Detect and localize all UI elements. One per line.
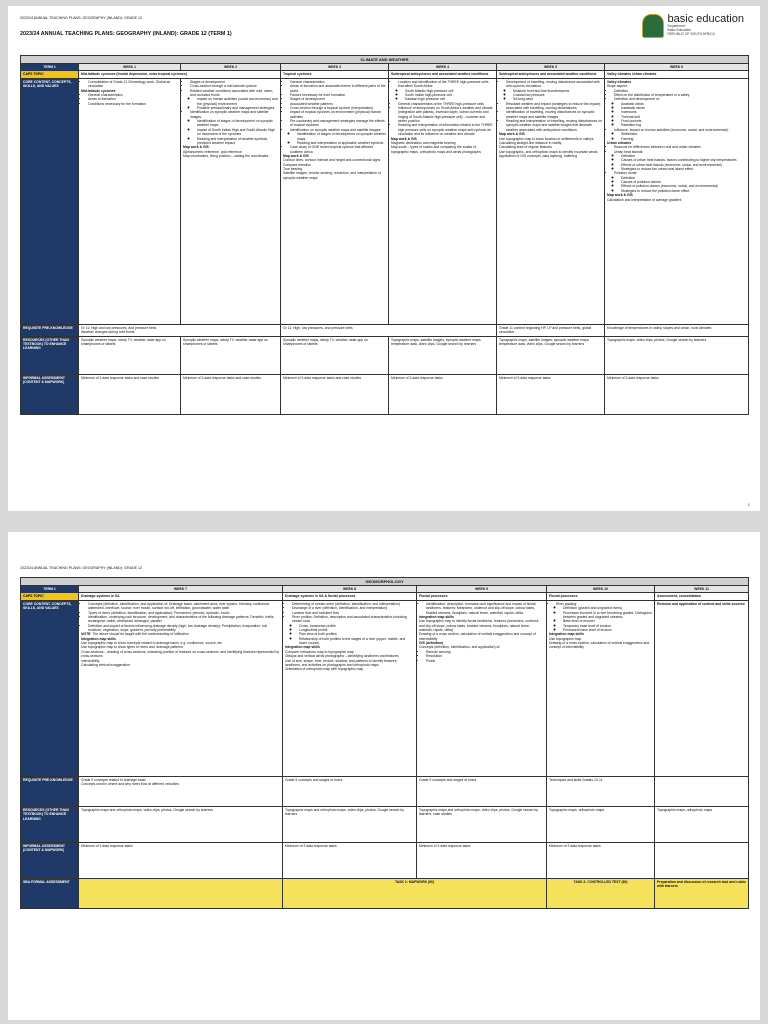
label-prereq-2: REQUISITE PRE-KNOWLEDGE <box>21 776 79 806</box>
label-caps-topic-2: CAPS TOPIC <box>21 593 79 600</box>
core-week-6: Valley climates Slope aspect: • Definition • Effect on the distribution of temperature in a valley • Definition and development of: ◦ Anabatic winds ◦ Katabatic winds ◦ Inversions ◦ Thermal belt ◦ Frost pockets ◦ Radiation fog • Influence, impact on human activities (economic, social, and environmental): ◦ Settlement ◦ Farming Urban climates • Reasons for differences between rural and urban climates • Urban heat islands: ◦ Definition ◦ Causes of urban heat islands, factors contributing to higher city temperatures ◦ Effects of urban heat islands (economic, social, and environmental) ◦ Strategies to reduce the urban heat island effect • Pollution dome: ◦ Definition ◦ Causes of pollution domes ◦ Effects of pollution domes (economic, social, and environmental) ◦ Strategies to reduce the pollution dome effect Map work & GIS Calculation and interpretation of average gradient <box>605 78 749 324</box>
logo-line2: Basic Education <box>667 27 692 32</box>
core-week-10: • River grading: ◦ Definition (graded and ungraded rivers) ◦ Processes involved in a river becoming graded. Distinguish between graded and ungraded streams. ◦ Base level of erosion ◦ Temporary base level of erosion ◦ Permanent base level of erosion Integration map skills Use topographic map Drawing of a cross section, calculation of vertical exaggeration and concept of intervisibility <box>547 600 655 776</box>
paragraph: Magnetic declination and magnetic bearing <box>391 140 456 145</box>
week-1-header: WEEK 1 <box>79 64 181 71</box>
term1-climate-table <box>20 55 749 415</box>
week-4-header: WEEK 4 <box>389 64 497 71</box>
list-item: ◦ South Atlantic high-pressure cell <box>405 89 494 93</box>
assess-w9: Minimum of 3 data response tasks <box>417 842 547 878</box>
topic-w3: Tropical cyclones <box>281 71 389 78</box>
list-item: • Conditions necessary for the formation <box>88 102 178 106</box>
list-item: ◦ Reading and interpretation of applicable weather symbols <box>297 141 386 145</box>
topic-w11: Assessment, consolidation <box>655 593 749 600</box>
list-item: ◦ Cross, transverse profile <box>299 624 414 628</box>
list-item: ◦ Coastal low pressure <box>513 93 602 97</box>
prereq-w11 <box>655 776 749 806</box>
label-resources: RESOURCES (OTHER THAN TEXTBOOK) TO ENHANCE LEARNING <box>21 336 79 374</box>
paragraph: Application of GIS concepts, data layering, buffering <box>499 153 577 158</box>
list-item: ◦ Identification of stages of development on synoptic weather maps <box>297 132 386 141</box>
coat-of-arms-icon <box>642 14 664 38</box>
topic-w9: Fluvial processes <box>417 593 547 600</box>
list-item: ◦ Strategies to reduce the pollution dome effect <box>621 189 746 193</box>
label-informal-assessment-2: INFORMAL ASSESSMENT (CONTENT & MAPWORK) <box>21 842 79 878</box>
list-item: ◦ Settlement <box>621 132 746 136</box>
list-item: ◦ Causes of pollution domes <box>621 180 746 184</box>
logo-name: basic education <box>667 13 744 25</box>
list-item: ◦ Reading and interpretation of weather symbols, predicted weather impact <box>197 137 278 146</box>
label-informal-assessment: INFORMAL ASSESSMENT (CONTENT & MAPWORK) <box>21 374 79 414</box>
topic-w7: Drainage systems in SA <box>79 593 283 600</box>
paragraph: Use topographic map to show location of settlements in valleys <box>499 136 594 141</box>
list-item: ◦ Inversions <box>621 110 746 114</box>
core-week-3: • General characteristics • Areas of formation and associated terms in different parts of the world • Factors necessary for their formation • Stages of development • Associated weather patterns • Cross-section through a tropical cyclone (interpretation) • Impact of tropical cyclones on environment (physical) human activities • Pre-cautionary and management strategies manage the effects of tropical cyclones • Identification on synoptic weather maps and satellite images: ◦ Identification of stages of development on synoptic weather maps ◦ Reading and interpretation of applicable weather symbols • Case study of ONE recent tropical cyclone that affected southern Africa Map work & GIS Contour lines, contour interval and height and conventional signs Compass direction True bearing Satellite images, remote sensing, resolution, and interpretation of synoptic weather maps <box>281 78 389 324</box>
assess-w7: Minimum of 3 data response tasks <box>79 842 283 878</box>
week-3-header: WEEK 3 <box>281 64 389 71</box>
sba-task-1: TASK 1: MAPWORK (60) <box>283 878 547 908</box>
running-header-2: 2023/24 ANNUAL TEACHING PLANS: GEOGRAPHY (INLAND): GRADE 12 <box>20 566 142 570</box>
paragraph: Intervisibility <box>81 658 100 663</box>
label-term-2: TERM 1 <box>21 586 79 593</box>
list-item: ◦ Identification of stages of development on synoptic weather maps <box>197 119 278 128</box>
list-item: • General characteristics of the THREE high-pressure cells <box>398 102 494 106</box>
core-week-2: • Stages of development • Cross-section through a mid-latitude cyclone • Related weather conditions associated with cold, warm, and occluded fronts ◦ Impact on human activities (social and economic) and the (physical) environment ◦ Possible precautionary and management strategies • Identification on synoptic weather maps and satellite images: ◦ Identification of stages of development on synoptic weather maps ◦ Impact of South Indian High and South Atlantic High on movement of the cyclones ◦ Reading and interpretation of weather symbols, predicted weather impact Map work & GIS Alphanumeric reference, grid reference Map coordinates, fixing position – stating the coordinates <box>181 78 281 324</box>
list-item: • Definition and impact of factors influencing drainage density (high, low drainage density): Precipitation, evaporation, soil moisture, vegetation, slope, gradient, porosity permeability <box>88 624 280 633</box>
paragraph: Contour lines, contour interval and height and conventional signs <box>283 158 381 163</box>
list-item: ◦ Strategies to reduce the urban heat island effect <box>621 167 746 171</box>
list-item: ◦ Definition <box>621 176 746 180</box>
band-geomorphology: GEOMORPHOLOGY <box>21 578 749 586</box>
list-item: • Reading and interpretation of information related to the THREE high pressure cells on synoptic weather maps anti-cyclonic air circulation and its influence on weather and climate <box>398 123 494 136</box>
sba-w11: Preparation and discussion of research task and rubric with learners <box>655 878 749 908</box>
list-item: • Resultant weather and impact (strategies to reduce the impact) associated with travelling, moving disturbances <box>506 102 602 111</box>
paragraph: Calculating area of regular features <box>499 145 552 150</box>
week-2-header: WEEK 2 <box>181 64 281 71</box>
week-10-header: WEEK 10 <box>547 586 655 593</box>
logo-line3: REPUBLIC OF SOUTH AFRICA <box>667 31 715 36</box>
prereq-w9: Grade 9 concepts and stages of rivers <box>417 776 547 806</box>
list-item: ◦ Effects of pollution domes (economic, social, and environmental) <box>621 184 746 188</box>
page-2 <box>8 532 760 1020</box>
list-item: ◦ Processes involved in a river becoming graded. Distinguish between graded and ungraded streams. <box>563 611 652 620</box>
label-core-content-2: CORE CONTENT, CONCEPTS, SKILLS, AND VALUES <box>21 600 79 776</box>
core-week-7: • Concepts (definition, identification, and application of: Drainage basin, catchment area, river system, tributary, confluence watershed, interfluve, source, river mouth, surface run-off, infiltration, groundwater, water table • Types of rivers (definition, identification, and application): Permanent, periodic, episodic, exotic • Identification, underlying rock structure, development, and characteristics of the following drainage patterns: Dendritic, trellis, rectangular, radial, centripetal, deranged, parallel • Definition and impact of factors influencing drainage density (high, low drainage density): Precipitation, evaporation, soil moisture, vegetation, slope, gradient, porosity permeability NOTE: The above should be taught with the understanding of infiltration Integration map skills Use topographic map to show concepts related to drainage basin, e.g. confluence, source, etc. Use topographic map to show types of rivers and, drainage patterns Cross-sections – drawing of cross-sections, indicating position of features on cross-sections, and identifying features represented by cross-sections Intervisibility Calculating vertical exaggeration <box>79 600 283 776</box>
resources-w10: Topographic maps, orthophoto maps <box>547 806 655 842</box>
assess-w5: Minimum of 3 data response tasks <box>497 374 605 414</box>
resources-w8: Topographic maps and orthophoto maps, video clips, photos, Google search by learners <box>283 806 417 842</box>
resources-w1: Synoptic weather maps, windy TV, weather radar app on smartphones or tablets <box>79 336 181 374</box>
core-week-4: • Location and identification of the THREE high-pressure cells that affect South Africa: ◦ South Atlantic high-pressure cell ◦ South Indian high-pressure cell ◦ Kalahari high pressure cell • General characteristics of the THREE high-pressure cells • Influence of anticyclones on South Africa's weather and climate (integration with plateau, inversion layer, ocean currents and ridging of South Atlantic high-pressure cell) – summer and winter position • Reading and interpretation of information related to the THREE high pressure cells on synoptic weather maps anti-cyclonic air circulation and its influence on weather and climate Map work & GIS Magnetic declination and magnetic bearing Map scale – types of scales and comparing the scales of topographic maps, orthophoto maps and aerial photographs <box>389 78 497 324</box>
core-week-8: • Determining of stream order (definition, identification, and interpretation) • Discharge of a river (definition, identification, and interpretation) • Laminar flow and turbulent flow • River profiles: Definition, description and associated characteristics including stream load ◦ Cross, transverse profile ◦ Longitudinal profile ◦ Plan view of both profiles ◦ Relationship of both profiles to the stages of a river (upper, middle, and lower course) Integration map skills Compare orthophoto map to topographic map Oblique and vertical aerial photographs – identifying landforms and features Use of size, shape, tone, texture, shadow, and patterns to identify features, landforms, and activities on photographs and orthophoto maps Orientation of orthophoto map with topographic map <box>283 600 417 776</box>
list-item: • Reading and interpretation of travelling, moving disturbances on synoptic weather maps and satellite images that illustrate weather associated with anticyclonic conditions <box>506 119 602 132</box>
week-9-header: WEEK 9 <box>417 586 547 593</box>
list-item: ◦ South Indian high-pressure cell <box>405 93 494 97</box>
paragraph: Oblique and vertical aerial photographs – identifying landforms and features <box>285 654 399 659</box>
list-item: • General characteristics <box>88 93 178 97</box>
label-caps-topic: CAPS TOPIC <box>21 71 79 78</box>
list-item: • Influence of anticyclones on South Africa's weather and climate (integration with plateau, inversion layer, ocean currents and ridging of South Atlantic high-pressure cell) – summer and winter position <box>398 106 494 123</box>
paragraph: True bearing <box>283 167 303 172</box>
topic-w4: Subtropical anticyclones and associated weather conditions <box>389 71 497 78</box>
label-core-content: CORE CONTENT, CONCEPTS, SKILLS, AND VALUES <box>21 78 79 324</box>
page-number: 1 <box>747 502 750 507</box>
paragraph: Drawing of a cross section, calculation of vertical exaggeration and concept of intervisibility <box>549 641 650 650</box>
label-prereq: REQUISITE PRE-KNOWLEDGE <box>21 324 79 336</box>
term1-geomorphology-table <box>20 577 749 909</box>
resources-w11: Topographic maps, orthophoto maps <box>655 806 749 842</box>
list-item: • Identification, underlying rock structure, development, and characteristics of the following drainage patterns: Dendritic, trellis, rectangular, radial, centripetal, deranged, parallel <box>88 615 280 624</box>
topic-w8: Drainage systems in SA & fluvial processes <box>283 593 417 600</box>
list-item: ◦ Impact on human activities (social and economic) and the (physical) environment <box>197 97 278 106</box>
list-item: ◦ Anabatic winds <box>621 102 746 106</box>
list-item: ◦ Causes of urban heat islands, factors contributing to higher city temperatures <box>621 158 746 162</box>
list-item: ◦ Farming <box>621 137 746 141</box>
paragraph: Satellite images, remote sensing, resolution, and interpretation of synoptic weather maps <box>283 171 381 180</box>
week-8-header: WEEK 8 <box>283 586 417 593</box>
assess-w6: Minimum of 3 data response tasks <box>605 374 749 414</box>
sba-w7 <box>79 878 283 908</box>
label-resources-2: RESOURCES (OTHER THAN TEXTBOOK) TO ENHANCE LEARNING <box>21 806 79 842</box>
core-week-9: • Identification, description, formation and significance and impact of fluvial landforms, features: Meanders, undercut and slip-off slope, oxbow lakes, braided streams, floodplain, natural levee, waterfall, rapids, delta Integration map skills Use topographic map to identify fluvial landforms, features (meanders, undercut and slip-off slope, oxbow lakes, braided streams, floodplain, natural levee, waterfall, rapids, delta) Drawing of a cross section, calculation of vertical exaggeration and concept of intervisibility GIS (definition) Concepts (definition, identification, and application) of: • Remote sensing • Resolution • Pixels <box>417 600 547 776</box>
prereq-w10: Techniques and skills Grades 10-11 <box>547 776 655 806</box>
list-item: ◦ Impact of South Indian High and South Atlantic High on movement of the cyclones <box>197 128 278 137</box>
paragraph: Calculating vertical exaggeration <box>81 662 131 667</box>
list-item: ◦ Base level of erosion <box>563 619 652 623</box>
topic-w6: Valley climates Urban climates <box>605 71 749 78</box>
prereq-w8: Grade 9 concepts and stages of rivers <box>283 776 417 806</box>
week-7-header: WEEK 7 <box>79 586 283 593</box>
list-item: • Identification, description, formation and significance and impact of fluvial landforms, features: Meanders, undercut and slip-off slope, oxbow lakes, braided streams, floodplain, natural levee, waterfall, rapids, delta <box>426 602 544 615</box>
page-1 <box>8 6 760 511</box>
paragraph: Use topographic map to show concepts related to drainage basin, e.g. confluence, source, etc. <box>81 641 223 646</box>
list-item: • Consolidation of Grade 11 Climatology work. Global air circulation <box>88 80 178 89</box>
prereq-w4b-5: Grade 11 content regarding HP, LP and pressure belts, global circulation <box>497 324 605 336</box>
list-item: ◦ SA berg wind <box>513 97 602 101</box>
core-week-1: • Consolidation of Grade 11 Climatology work. Global air circulation Mid-latitude cyclones • General characteristics • Areas of formation • Conditions necessary for the formation <box>79 78 181 324</box>
prereq-w1-2: Gr 11: High and low pressures, and pressure belts Weather changes during cold fronts <box>79 324 281 336</box>
topic-w1-2: Mid-latitude cyclones (frontal depression, extra tropical cyclones) <box>79 71 281 78</box>
list-item: ◦ Possible precautionary and management strategies <box>197 106 278 110</box>
paragraph: Map scale – types of scales and comparing the scales of topographic maps, orthophoto maps and aerial photographs <box>391 145 481 154</box>
paragraph: Orientation of orthophoto map with topographic map <box>285 667 364 672</box>
topic-w10: Fluvial processes <box>547 593 655 600</box>
week-6-header: WEEK 6 <box>605 64 749 71</box>
list-item: • Pixels <box>426 659 544 663</box>
assess-w1: Minimum of 3 data response tasks and case studies <box>79 374 181 414</box>
topic-w5: Subtropical anticyclones and associated weather conditions <box>497 71 605 78</box>
resources-w5: Topographic maps, satellite images, synoptic weather maps, temperature data, video clips, Google search by learners <box>497 336 605 374</box>
week-11-header: WEEK 11 <box>655 586 749 593</box>
core-week-11: Revision and application of content and skills covered <box>655 600 749 776</box>
assess-w8: Minimum of 3 data response tasks <box>283 842 417 878</box>
list-item: • Concepts (definition, identification, and application of: Drainage basin, catchment area, river system, tributary, confluence watershed, interfluve, source, river mouth, surface run-off, infiltration, groundwater, water table <box>88 602 280 611</box>
running-header: 2023/24 ANNUAL TEACHING PLANS: GEOGRAPHY (INLAND): GRADE 12 <box>20 16 142 20</box>
paragraph: Use topographic map <box>549 636 582 641</box>
assess-w4: Minimum of 3 data response tasks <box>389 374 497 414</box>
list-item: ◦ Definition (graded and ungraded rivers) <box>563 606 652 610</box>
paragraph: Use of size, shape, tone, texture, shadow, and patterns to identify features, landforms, and activities on photographs and orthophoto maps <box>285 658 398 667</box>
list-item: ◦ Temporary base level of erosion <box>563 624 652 628</box>
resources-w6: Topographic maps, video clips, photos, Google search by learners <box>605 336 749 374</box>
list-item: ◦ Katabatic winds <box>621 106 746 110</box>
band-climate: CLIMATE AND WEATHER <box>21 56 749 64</box>
paragraph: Use topographic, and orthophoto maps to identify mountain winds <box>499 149 598 154</box>
page-title: 2023/24 ANNUAL TEACHING PLANS: GEOGRAPHY (INLAND): GRADE 12 (TERM 1) <box>20 31 232 37</box>
logo-line1: Department: <box>667 24 686 28</box>
paragraph: Cross-sections – drawing of cross-sections, indicating position of features on cross-sections, and identifying features represented by cross-sections <box>81 649 280 659</box>
list-item: • Identification of travelling, moving disturbances on synoptic weather maps and satellite images <box>506 110 602 119</box>
prereq-w3-4a: Gr 11: High, low pressures, and pressure belts <box>281 324 497 336</box>
resources-w3: Synoptic weather maps, windy TV, weather radar app on smartphones or tablets <box>281 336 389 374</box>
list-item: ◦ Longitudinal profile <box>299 628 414 632</box>
label-sba: SBA FORMAL ASSESSMENT <box>21 878 79 908</box>
core-week-5: • Development of travelling, moving disturbance associated with anti-cyclonic circulation: ◦ Moisture front and line thunderstorms ◦ Coastal low pressure ◦ SA berg wind • Resultant weather and impact (strategies to reduce the impact) associated with travelling, moving disturbances • Identification of travelling, moving disturbances on synoptic weather maps and satellite images • Reading and interpretation of travelling, moving disturbances on synoptic weather maps and satellite images that illustrate weather associated with anticyclonic conditions Map work & GIS Use topographic map to show location of settlements in valleys Calculating straight-line distance in reality Calculating area of regular features Use topographic, and orthophoto maps to identify mountain winds Application of GIS concepts, data layering, buffering <box>497 78 605 324</box>
list-item: • Areas of formation <box>88 97 178 101</box>
resources-w2: Synoptic weather maps, windy TV, weather radar app on smartphones or tablets <box>181 336 281 374</box>
list-item: ◦ Kalahari high pressure cell <box>405 97 494 101</box>
list-item: ◦ Moisture front and line thunderstorms <box>513 89 602 93</box>
paragraph: Use topographic map to show types of rivers and, drainage patterns <box>81 645 183 650</box>
list-item: ◦ Frost pockets <box>621 119 746 123</box>
assess-w2: Minimum of 3 data response tasks and case studies <box>181 374 281 414</box>
label-term: TERM 1 <box>21 64 79 71</box>
resources-w4: Topographic maps, satellite images, synoptic weather maps, temperature data, video clips, Google search by learners <box>389 336 497 374</box>
list-item: ◦ Effects of urban heat islands (economic, social, and environmental) <box>621 163 746 167</box>
paragraph: Use topographic map to identify fluvial landforms, features (meanders, undercut and slip-off slope, oxbow lakes, braided streams, floodplain, natural levee, waterfall, rapids, delta) <box>419 619 539 632</box>
list-item: ◦ Definition <box>621 154 746 158</box>
paragraph: Compare orthophoto map to topographic map <box>285 649 354 654</box>
assess-w10: Minimum of 3 data response tasks <box>547 842 655 878</box>
list-item: ◦ Radiation fog <box>621 123 746 127</box>
list-item: ◦ Permanent base level of erosion <box>563 628 652 632</box>
assess-w3: Minimum of 3 data response tasks and case studies <box>281 374 389 414</box>
paragraph: Drawing of a cross section, calculation of vertical exaggeration and concept of intervisibility <box>419 632 536 641</box>
assess-w11 <box>655 842 749 878</box>
list-item: • Remote sensing <box>426 650 544 654</box>
prereq-w7: Grade 9 concepts related to drainage basin Concepts used in where and why rivers flow at different velocities <box>79 776 283 806</box>
list-item: ◦ Thermal belt <box>621 115 746 119</box>
prereq-w6: Knowledge of temperatures in valley, slopes and urban, rural climates <box>605 324 749 336</box>
paragraph: Calculating straight-line distance in reality <box>499 140 562 145</box>
resources-w7: Topographic maps and orthophoto maps, video clips, photos, Google search by learners <box>79 806 283 842</box>
list-item: • Resolution <box>426 654 544 658</box>
dbe-logo <box>642 14 744 38</box>
sba-task-2: TASK 2: CONTROLLED TEST (60) <box>547 878 655 908</box>
list-item: • Case study of ONE recent tropical cyclone that affected southern Africa <box>290 145 386 154</box>
resources-w9: Topographic maps and orthophoto maps, video clips, photos, Google search by learners, case studies <box>417 806 547 842</box>
list-item: • Types of rivers (definition, identification, and application): Permanent, periodic, episodic, exotic <box>88 611 280 615</box>
week-5-header: WEEK 5 <box>497 64 605 71</box>
list-item: ◦ Relationship of both profiles to the stages of a river (upper, middle, and lower course) <box>299 637 414 646</box>
paragraph: Compass direction <box>283 162 312 167</box>
list-item: ◦ Plan view of both profiles <box>299 632 414 636</box>
